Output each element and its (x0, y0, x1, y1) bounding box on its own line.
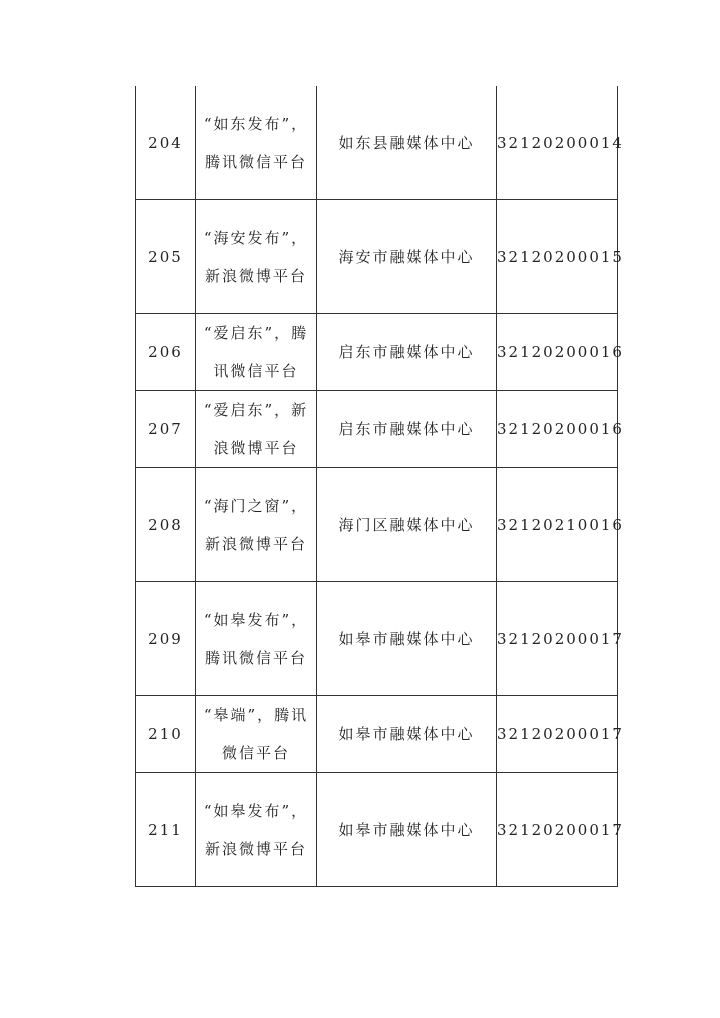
account-name-cell (196, 696, 317, 773)
registration-code-cell: 32120200017 (497, 773, 618, 887)
row-number-cell: 204 (136, 86, 196, 200)
table-row (136, 468, 618, 582)
account-name-cell (196, 773, 317, 887)
registry-table-body (136, 86, 624, 887)
account-name-cell (196, 314, 317, 391)
table-row (136, 314, 618, 391)
table-row (136, 582, 618, 696)
registration-code-cell: 32120200017 (497, 696, 618, 773)
table-row (136, 200, 618, 314)
account-name-cell (196, 468, 317, 582)
account-name-text: “海门之窗”，新浪微博平台 (203, 496, 309, 553)
account-name-text: “皋端”，腾讯微信平台 (203, 706, 309, 762)
row-number-cell: 208 (136, 468, 196, 582)
account-name-text: “爱启东”，腾讯微信平台 (203, 324, 309, 380)
registration-code-cell: 32120200015 (497, 200, 618, 314)
operator-unit-cell: 海门区融媒体中心 (317, 468, 497, 582)
registration-code-cell: 32120200016 (497, 314, 618, 391)
table-row (136, 86, 618, 200)
registration-code-cell: 32120210016 (497, 468, 618, 582)
account-name-text: “如皋发布”，腾讯微信平台 (203, 610, 309, 667)
account-name-text: “如东发布”，腾讯微信平台 (203, 114, 309, 171)
account-name-cell (196, 391, 317, 468)
registration-code-cell: 32120200014 (497, 86, 618, 200)
operator-unit-cell: 海安市融媒体中心 (317, 200, 497, 314)
operator-unit-cell: 启东市融媒体中心 (317, 391, 497, 468)
operator-unit-cell: 如皋市融媒体中心 (317, 582, 497, 696)
registry-table (135, 86, 624, 887)
table-row (136, 773, 618, 887)
row-number-cell: 209 (136, 582, 196, 696)
row-number-cell: 207 (136, 391, 196, 468)
account-name-text: “爱启东”，新浪微博平台 (203, 401, 309, 457)
account-name-cell (196, 86, 317, 200)
operator-unit-cell: 启东市融媒体中心 (317, 314, 497, 391)
row-number-cell: 205 (136, 200, 196, 314)
operator-unit-cell: 如皋市融媒体中心 (317, 696, 497, 773)
account-name-cell (196, 200, 317, 314)
row-number-cell: 210 (136, 696, 196, 773)
table-row (136, 696, 618, 773)
registration-code-cell: 32120200016 (497, 391, 618, 468)
operator-unit-cell: 如东县融媒体中心 (317, 86, 497, 200)
account-name-text: “如皋发布”，新浪微博平台 (203, 801, 309, 858)
registration-code-cell: 32120200017 (497, 582, 618, 696)
operator-unit-cell: 如皋市融媒体中心 (317, 773, 497, 887)
account-name-text: “海安发布”，新浪微博平台 (203, 228, 309, 285)
row-number-cell: 206 (136, 314, 196, 391)
row-number-cell: 211 (136, 773, 196, 887)
table-row (136, 391, 618, 468)
account-name-cell (196, 582, 317, 696)
